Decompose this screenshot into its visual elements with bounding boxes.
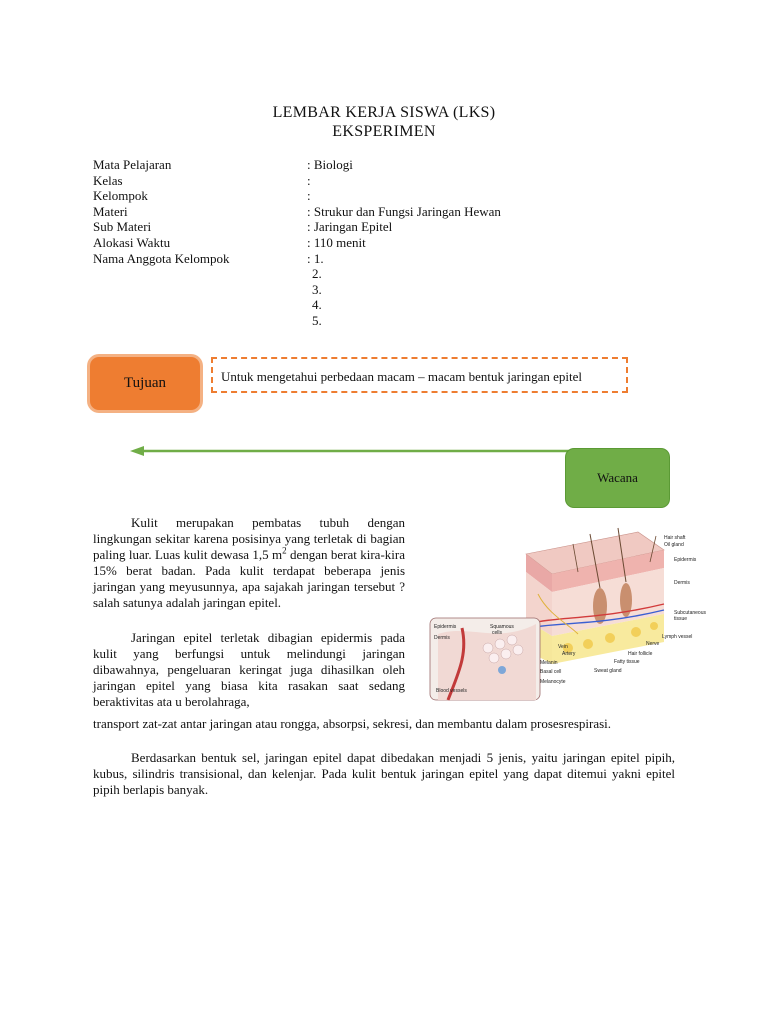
worksheet-title: LEMBAR KERJA SISWA (LKS) <box>272 104 496 121</box>
worksheet-subtitle: EKSPERIMEN <box>332 123 436 140</box>
meta-value: : Jaringan Epitel <box>307 219 393 235</box>
label-blood-vessels: Blood vessels <box>436 688 467 694</box>
tujuan-text: Untuk mengetahui perbedaan macam – macam bentuk jaringan epitel <box>211 357 628 393</box>
label-inset-dermis: Dermis <box>434 635 450 641</box>
label-squamous: Squamous <box>490 624 514 630</box>
meta-row <box>93 235 501 251</box>
label-melanin: Melanin <box>540 660 558 666</box>
label-dermis: Dermis <box>674 580 690 586</box>
meta-value: : Strukur dan Fungsi Jaringan Hewan <box>307 203 501 219</box>
label-hair-follicle: Hair follicle <box>628 651 653 657</box>
label-epidermis: Epidermis <box>674 557 697 563</box>
label-hair-shaft: Hair shaft <box>664 535 686 541</box>
label-tissue: tissue <box>674 616 688 622</box>
meta-label: Kelompok <box>93 188 148 204</box>
label-nerve: Nerve <box>646 641 660 647</box>
label-sweat-gland: Sweat gland <box>594 668 622 674</box>
meta-value: : Biologi <box>307 157 353 172</box>
wacana-label: Wacana <box>566 449 669 507</box>
meta-label: Mata Pelajaran <box>93 157 172 172</box>
skin-diagram <box>428 524 710 714</box>
meta-value: : <box>307 172 311 188</box>
meta-row <box>93 173 501 189</box>
meta-row <box>93 204 501 220</box>
paragraph-3: Berdasarkan bentuk sel, jaringan epitel dapat dibedakan menjadi 5 jenis, yaitu jaringan epitel pipih, kubus, silindris transisional, dan kelenjar. Pada kulit bentuk jaringan epitel yang dapat ditemui yakni epitel pipih berlapis banyak. <box>93 750 675 797</box>
label-vein: Vein <box>558 644 568 650</box>
member-number: 3. <box>312 281 322 297</box>
meta-value: : 110 menit <box>307 234 366 250</box>
tujuan-label: Tujuan <box>90 357 200 410</box>
paragraph-2b: transport zat-zat antar jaringan atau rongga, absorpsi, sekresi, dan membantu dalam prosesrespirasi. <box>93 716 612 731</box>
label-melanocyte: Melanocyte <box>540 679 566 685</box>
meta-label: Nama Anggota Kelompok <box>93 250 230 266</box>
meta-value: : <box>307 188 311 204</box>
paragraph-1-text-a: Kulit merupakan pembatas tubuh dengan lingkungan sekitar karena posisinya yang terletak di bagian paling luar. Luas kulit dewasa 1,5 m <box>93 515 405 562</box>
member-number: 4. <box>312 297 322 313</box>
skin-block <box>526 528 664 664</box>
label-inset-epidermis: Epidermis <box>434 624 457 630</box>
paragraph-1-text-b: dengan berat kira-kira 15% berat badan. Pada kulit terdapat beberapa jenis jaringan yang meyusunnya, apa sajakah jaringan tersebut ? salah satunya adalah jaringan epitel. <box>93 547 405 610</box>
left-arrow-connector <box>128 440 578 462</box>
meta-row <box>93 251 501 267</box>
label-subcutaneous: Subcutaneous <box>674 610 706 616</box>
meta-label: Kelas <box>93 172 123 188</box>
meta-row <box>93 219 501 235</box>
superscript-2: 2 <box>282 545 287 556</box>
meta-value: : 1. <box>307 250 324 266</box>
paragraph-1 <box>93 515 405 611</box>
member-number: 2. <box>312 266 322 281</box>
meta-label: Sub Materi <box>93 219 152 235</box>
label-lymph-vessel: Lymph vessel <box>662 634 693 640</box>
member-list <box>312 266 322 328</box>
meta-row <box>93 188 501 204</box>
label-cells: cells <box>492 630 503 636</box>
meta-label: Alokasi Waktu <box>93 234 171 250</box>
meta-row <box>93 157 501 173</box>
paragraph-2a: Jaringan epitel terletak dibagian epidermis pada kulit yang berfungsi untuk melindungi jaringan dibawahnya, pengeluaran keringat juga dihasilkan oleh jaringan epitel yang biasa kita rasakan saat sedang beraktivitas ata u berolahraga, <box>93 630 405 709</box>
arrow-head <box>130 446 144 456</box>
label-oil-gland: Oil gland <box>664 542 684 548</box>
label-basal-cell: Basal cell <box>540 669 562 675</box>
label-artery: Artery <box>562 651 576 657</box>
meta-table <box>93 157 501 266</box>
label-fatty-tissue: Fatty tissue <box>614 659 640 665</box>
meta-label: Materi <box>93 203 128 219</box>
member-number: 5. <box>312 312 322 328</box>
